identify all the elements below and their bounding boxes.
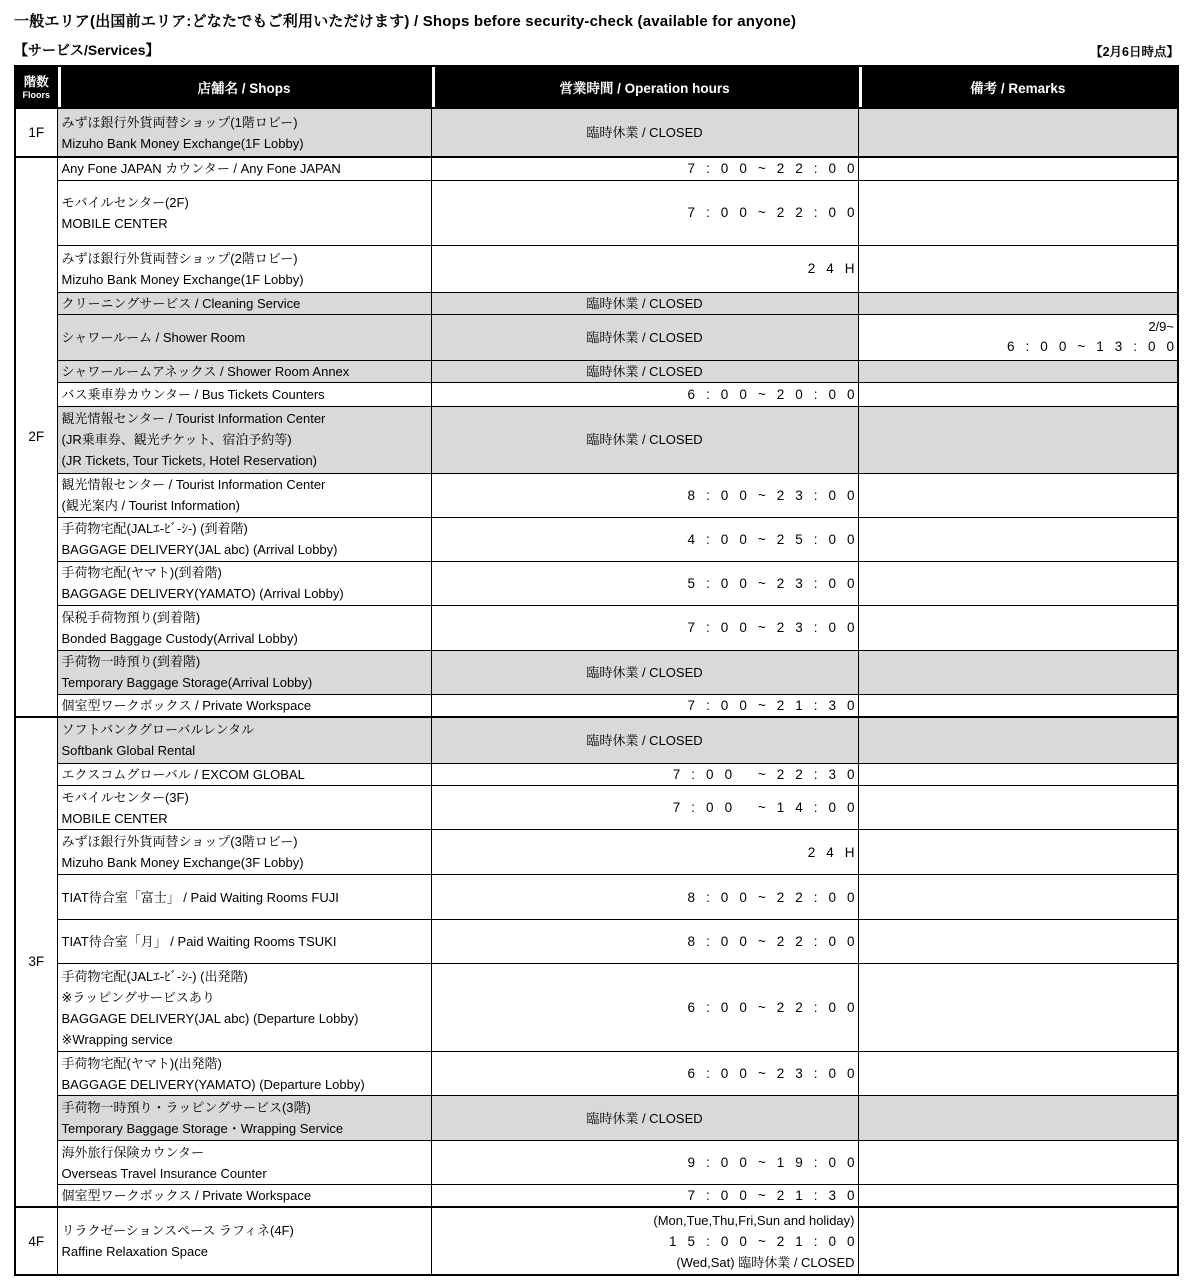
- text-line: BAGGAGE DELIVERY(JAL abc) (Arrival Lobby): [61, 542, 338, 557]
- as-of-date: 【2月6日時点】: [1090, 45, 1179, 59]
- services-table: [14, 65, 1185, 1276]
- table-row: [15, 920, 1178, 964]
- operation-hours-cell: 7:00 ~22:30: [431, 764, 858, 786]
- remarks-cell: [858, 764, 1178, 786]
- operation-hours-cell: 臨時休業 / CLOSED: [431, 314, 858, 360]
- text-line: 手荷物宅配(JALｴ-ﾋﾞ-ｼ-) (出発階): [61, 968, 248, 984]
- text-line: (Wed,Sat) 臨時休業 / CLOSED: [676, 1254, 855, 1270]
- operation-hours-cell: 臨時休業 / CLOSED: [431, 292, 858, 314]
- table-row: [15, 875, 1178, 920]
- table-row: [15, 786, 1178, 830]
- floor-label-3f: 3F: [15, 717, 57, 1208]
- operation-hours-cell: 臨時休業 / CLOSED: [431, 406, 858, 473]
- text-line: ※ラッピングサービスあり: [61, 989, 215, 1005]
- shop-name-cell: [57, 360, 431, 382]
- shop-name-cell: [57, 157, 431, 180]
- remarks-cell: [858, 561, 1178, 605]
- shop-name-cell: [57, 764, 431, 786]
- remarks-cell: [858, 360, 1178, 382]
- table-row: [15, 473, 1178, 517]
- table-row: [15, 1141, 1178, 1185]
- shop-name-cell: [57, 382, 431, 406]
- remarks-cell: [858, 314, 1185, 360]
- text-line: Mizuho Bank Money Exchange(1F Lobby): [61, 135, 304, 151]
- remarks-cell: [858, 108, 1178, 157]
- text-line: みずほ銀行外貨両替ショップ(3階ロビー): [61, 834, 298, 849]
- table-row: [15, 830, 1178, 875]
- shop-name-cell: [57, 473, 431, 517]
- col-header-remarks: 備考 / Remarks: [858, 66, 1178, 108]
- table-row: [15, 406, 1178, 473]
- text-line: Mizuho Bank Money Exchange(1F Lobby): [61, 271, 304, 287]
- operation-hours-cell: 8:00~22:00: [431, 875, 858, 920]
- floor-label-1f: 1F: [15, 108, 57, 157]
- text-line: ソフトバンクグローバルレンタル: [61, 722, 255, 738]
- shop-name-cell: [57, 292, 431, 314]
- remarks-cell: [858, 1141, 1178, 1185]
- table-row: [15, 561, 1178, 605]
- remarks-cell: [858, 1096, 1178, 1141]
- col-header-shops: 店舗名 / Shops: [57, 66, 431, 108]
- remarks-cell: [858, 1185, 1178, 1208]
- text-line: バス乗車券カウンター / Bus Tickets Counters: [61, 386, 325, 402]
- remarks-cell: [858, 292, 1178, 314]
- text-line: 手荷物一時預り・ラッピングサービス(3階): [61, 1100, 311, 1115]
- remarks-cell: [858, 157, 1178, 180]
- shop-name-cell: [57, 561, 431, 605]
- operation-hours-cell: 7:00~22:00: [431, 180, 858, 245]
- remarks-cell: [858, 1207, 1178, 1275]
- text-line: TIAT待合室「月」 / Paid Waiting Rooms TSUKI: [61, 934, 337, 949]
- shop-name-cell: [57, 650, 431, 694]
- operation-hours-cell: 臨時休業 / CLOSED: [431, 717, 858, 764]
- col-header-floors-jp: 階数: [23, 75, 49, 89]
- text-line: (Mon,Tue,Thu,Fri,Sun and holiday): [653, 1212, 855, 1228]
- section-label: 【サービス/Services】: [14, 42, 160, 58]
- remarks-cell: [858, 694, 1178, 717]
- shop-name-cell: [57, 694, 431, 717]
- remarks-cell: [858, 786, 1178, 830]
- table-row: [15, 1185, 1178, 1208]
- shop-name-cell: [57, 1096, 431, 1141]
- text-line: 海外旅行保険カウンター: [61, 1144, 204, 1160]
- operation-hours-cell: 6:00~20:00: [431, 382, 858, 406]
- shop-name-cell: [57, 1052, 431, 1096]
- text-line: モバイルセンター(2F): [61, 194, 189, 210]
- text-line: Bonded Baggage Custody(Arrival Lobby): [61, 630, 298, 646]
- text-line: みずほ銀行外貨両替ショップ(2階ロビー): [61, 250, 298, 266]
- text-line: BAGGAGE DELIVERY(YAMATO) (Arrival Lobby): [61, 586, 344, 601]
- table-header-row: [15, 66, 1178, 108]
- subtitle-row: [14, 40, 1179, 60]
- table-row: [15, 180, 1178, 245]
- text-line: MOBILE CENTER: [61, 810, 168, 826]
- text-line: (JR Tickets, Tour Tickets, Hotel Reservation): [61, 453, 318, 468]
- table-row: [15, 964, 1178, 1052]
- text-line: 観光情報センター / Tourist Information Center: [61, 477, 326, 492]
- text-line: Softbank Global Rental: [61, 743, 196, 759]
- text-line: 保税手荷物預り(到着階): [61, 609, 201, 625]
- table-row: [15, 382, 1178, 406]
- remarks-cell: [858, 830, 1178, 875]
- shop-name-cell: [57, 786, 431, 830]
- table-row: [15, 650, 1178, 694]
- shop-name-cell: [57, 830, 431, 875]
- operation-hours-cell: 臨時休業 / CLOSED: [431, 1096, 858, 1141]
- remarks-cell: [858, 650, 1178, 694]
- text-line: BAGGAGE DELIVERY(JAL abc) (Departure Lobby): [61, 1010, 359, 1026]
- col-header-floors: [15, 66, 57, 108]
- table-row: [15, 314, 1178, 360]
- shop-name-cell: [57, 406, 431, 473]
- shop-name-cell: [57, 605, 431, 650]
- remarks-cell: [858, 875, 1178, 920]
- shop-name-cell: [57, 314, 431, 360]
- operation-hours-cell: 臨時休業 / CLOSED: [431, 108, 858, 157]
- text-line: 6:00~13:00: [1007, 339, 1185, 354]
- text-line: BAGGAGE DELIVERY(YAMATO) (Departure Lobby): [61, 1076, 365, 1092]
- operation-hours-cell: 9:00~19:00: [431, 1141, 858, 1185]
- text-line: TIAT待合室「富士」 / Paid Waiting Rooms FUJI: [61, 889, 339, 905]
- remarks-cell: [858, 920, 1178, 964]
- remarks-cell: [858, 382, 1178, 406]
- table-row: [15, 717, 1178, 764]
- text-line: Temporary Baggage Storage(Arrival Lobby): [61, 675, 313, 690]
- operation-hours-cell: 8:00~23:00: [431, 473, 858, 517]
- text-line: シャワールームアネックス / Shower Room Annex: [61, 363, 350, 379]
- shop-name-cell: [57, 108, 431, 157]
- shop-name-cell: [57, 1207, 431, 1275]
- shop-name-cell: [57, 964, 431, 1052]
- text-line: 2/9~: [1148, 319, 1174, 334]
- operation-hours-cell: [431, 1207, 866, 1275]
- shop-name-cell: [57, 1141, 431, 1185]
- remarks-cell: [858, 1052, 1178, 1096]
- table-row: [15, 764, 1178, 786]
- remarks-cell: [858, 473, 1178, 517]
- operation-hours-cell: 臨時休業 / CLOSED: [431, 360, 858, 382]
- table-row: [15, 517, 1178, 561]
- table-row: [15, 245, 1178, 292]
- table-row: [15, 1096, 1178, 1141]
- text-line: シャワールーム / Shower Room: [61, 329, 246, 345]
- operation-hours-cell: 8:00~22:00: [431, 920, 858, 964]
- page-title: 一般エリア(出国前エリア:どなたでもご利用いただけます) / Shops before security-check (available for anyone): [14, 13, 797, 30]
- text-line: 手荷物一時預り(到着階): [61, 654, 201, 669]
- shop-name-cell: [57, 1185, 431, 1208]
- shop-name-cell: [57, 920, 431, 964]
- operation-hours-cell: 24H: [431, 245, 858, 292]
- text-line: クリーニングサービス / Cleaning Service: [61, 295, 301, 311]
- remarks-cell: [858, 605, 1178, 650]
- text-line: 15:00~21:00: [669, 1233, 866, 1249]
- operation-hours-cell: 7:00~23:00: [431, 605, 858, 650]
- remarks-cell: [858, 964, 1178, 1052]
- shop-name-cell: [57, 517, 431, 561]
- text-line: (観光案内 / Tourist Information): [61, 498, 240, 513]
- text-line: モバイルセンター(3F): [61, 789, 189, 805]
- text-line: Overseas Travel Insurance Counter: [61, 1165, 267, 1181]
- table-row: [15, 1207, 1178, 1275]
- remarks-cell: [858, 717, 1178, 764]
- text-line: 手荷物宅配(ヤマト)(出発階): [61, 1055, 222, 1071]
- shop-name-cell: [57, 180, 431, 245]
- operation-hours-cell: 24H: [431, 830, 858, 875]
- text-line: Mizuho Bank Money Exchange(3F Lobby): [61, 855, 304, 870]
- text-line: リラクゼーションスペース ラフィネ(4F): [61, 1223, 294, 1238]
- table-row: [15, 157, 1178, 180]
- shop-name-cell: [57, 875, 431, 920]
- floor-label-4f: 4F: [15, 1207, 57, 1275]
- shop-name-cell: [57, 717, 431, 764]
- operation-hours-cell: 5:00~23:00: [431, 561, 858, 605]
- col-header-floors-en: Floors: [22, 90, 50, 100]
- table-row: [15, 292, 1178, 314]
- operation-hours-cell: 7:00 ~14:00: [431, 786, 858, 830]
- text-line: Temporary Baggage Storage・Wrapping Service: [61, 1121, 344, 1136]
- text-line: ※Wrapping service: [61, 1031, 173, 1047]
- operation-hours-cell: 4:00~25:00: [431, 517, 858, 561]
- text-line: 個室型ワークボックス / Private Workspace: [61, 697, 312, 713]
- text-line: 個室型ワークボックス / Private Workspace: [61, 1188, 312, 1203]
- shop-name-cell: [57, 245, 431, 292]
- table-row: [15, 605, 1178, 650]
- operation-hours-cell: 7:00~21:30: [431, 1185, 858, 1208]
- remarks-cell: [858, 180, 1178, 245]
- text-line: (JR乗車券、観光チケット、宿泊予約等): [61, 432, 292, 447]
- operation-hours-cell: 7:00~21:30: [431, 694, 858, 717]
- text-line: MOBILE CENTER: [61, 215, 168, 231]
- table-row: [15, 108, 1178, 157]
- text-line: 手荷物宅配(ヤマト)(到着階): [61, 565, 222, 580]
- table-row: [15, 694, 1178, 717]
- text-line: Raffine Relaxation Space: [61, 1244, 208, 1259]
- text-line: 観光情報センター / Tourist Information Center: [61, 411, 326, 426]
- operation-hours-cell: 6:00~23:00: [431, 1052, 858, 1096]
- text-line: Any Fone JAPAN カウンター / Any Fone JAPAN: [61, 161, 341, 177]
- floor-label-2f: 2F: [15, 157, 57, 717]
- text-line: みずほ銀行外貨両替ショップ(1階ロビー): [61, 114, 298, 130]
- text-line: エクスコムグローバル / EXCOM GLOBAL: [61, 767, 305, 782]
- table-row: [15, 1052, 1178, 1096]
- remarks-cell: [858, 406, 1178, 473]
- remarks-cell: [858, 245, 1178, 292]
- remarks-cell: [858, 517, 1178, 561]
- operation-hours-cell: 6:00~22:00: [431, 964, 858, 1052]
- col-header-hours: 営業時間 / Operation hours: [431, 66, 858, 108]
- operation-hours-cell: 7:00~22:00: [431, 157, 858, 180]
- operation-hours-cell: 臨時休業 / CLOSED: [431, 650, 858, 694]
- table-row: [15, 360, 1178, 382]
- text-line: 手荷物宅配(JALｴ-ﾋﾞ-ｼ-) (到着階): [61, 521, 248, 536]
